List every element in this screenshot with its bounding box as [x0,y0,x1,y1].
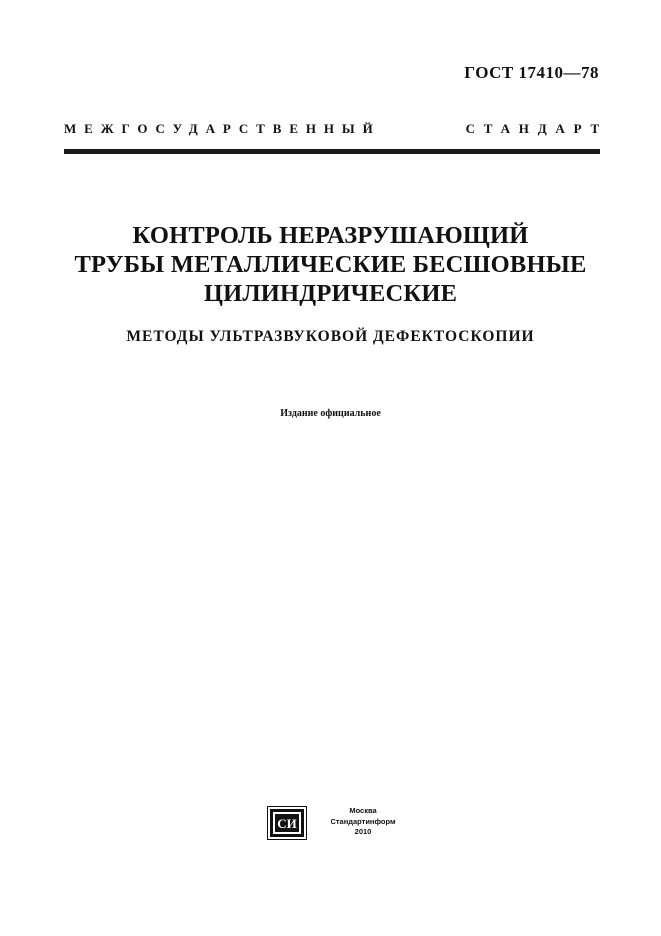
category-right: СТАНДАРТ [465,121,608,136]
edition-note: Издание официальное [280,408,381,419]
document-title [30,221,631,308]
category-left: МЕЖГОСУДАРСТВЕННЫЙ [64,121,381,136]
title-line: ЦИЛИНДРИЧЕСКИЕ [203,280,458,307]
document-subtitle: МЕТОДЫ УЛЬТРАЗВУКОВОЙ ДЕФЕКТОСКОПИИ [126,328,535,345]
standard-category [64,121,608,137]
header-rule [64,149,600,154]
publisher-city: Москва [349,806,377,815]
publisher-name: Стандартинформ [330,816,396,826]
title-line: ТРУБЫ МЕТАЛЛИЧЕСКИЕ БЕСШОВНЫЕ [74,251,587,278]
publication-year: 2010 [354,827,372,836]
publisher-block [267,806,417,842]
standartinform-logo-icon [267,806,307,840]
document-number: ГОСТ 17410—78 [464,63,599,82]
title-line: КОНТРОЛЬ НЕРАЗРУШАЮЩИЙ [132,222,529,249]
publisher-text [313,806,413,838]
logo-text: СИ [277,816,297,831]
